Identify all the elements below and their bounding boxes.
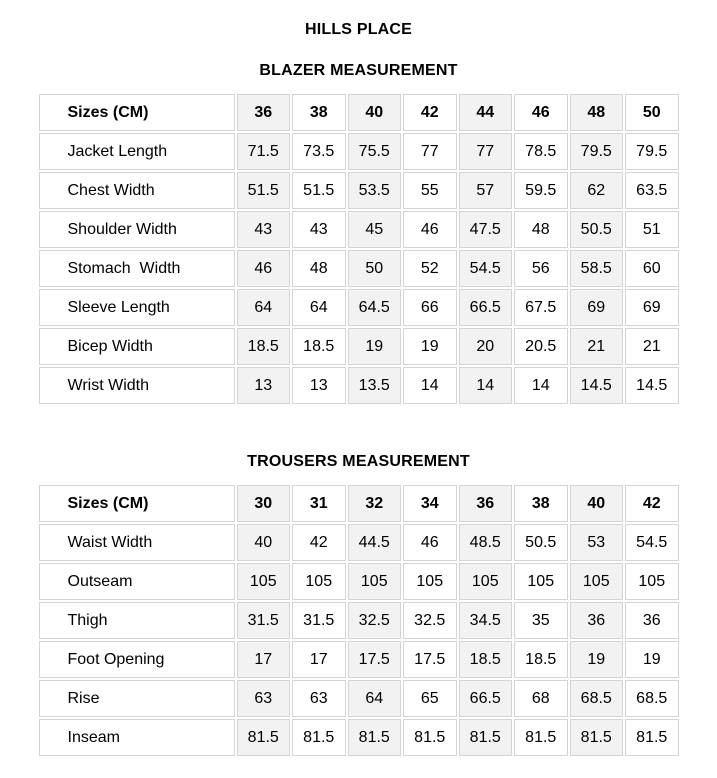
measurement-value: 46 [403,211,457,248]
table-row [39,602,679,639]
size-column-header: 40 [348,94,402,131]
measurement-value: 52 [403,250,457,287]
measurement-value: 36 [570,602,624,639]
measurement-value: 48 [292,250,346,287]
measurement-value: 31.5 [292,602,346,639]
measurement-value: 17.5 [348,641,402,678]
size-column-header: 30 [237,485,291,522]
measurement-value: 75.5 [348,133,402,170]
measurement-label: Foot Opening [39,641,235,678]
measurement-value: 21 [625,328,679,365]
measurement-value: 81.5 [625,719,679,756]
measurement-value: 66.5 [459,289,513,326]
table-row [39,719,679,756]
measurement-value: 20.5 [514,328,568,365]
measurement-value: 18.5 [459,641,513,678]
table-row [39,367,679,404]
measurement-value: 42 [292,524,346,561]
measurement-value: 13.5 [348,367,402,404]
table-row [39,641,679,678]
measurement-value: 46 [237,250,291,287]
table-row [39,211,679,248]
measurement-value: 18.5 [237,328,291,365]
measurement-value: 66.5 [459,680,513,717]
measurement-label: Shoulder Width [39,211,235,248]
measurement-value: 21 [570,328,624,365]
measurement-value: 45 [348,211,402,248]
table-row [39,133,679,170]
measurement-value: 51 [625,211,679,248]
trousers-section-title: TROUSERS MEASUREMENT [247,453,470,470]
measurement-label: Wrist Width [39,367,235,404]
size-column-header: 46 [514,94,568,131]
blazer-section-title: BLAZER MEASUREMENT [259,62,458,79]
measurement-value: 19 [625,641,679,678]
size-column-header: 32 [348,485,402,522]
measurement-value: 18.5 [292,328,346,365]
table-row [39,524,679,561]
measurement-value: 54.5 [459,250,513,287]
measurement-value: 51.5 [292,172,346,209]
measurement-value: 68.5 [625,680,679,717]
measurement-value: 53.5 [348,172,402,209]
measurement-value: 81.5 [459,719,513,756]
measurement-value: 48.5 [459,524,513,561]
size-header-row [39,94,679,131]
measurement-label: Thigh [39,602,235,639]
table-row [39,563,679,600]
measurement-value: 105 [625,563,679,600]
measurement-value: 14 [459,367,513,404]
measurement-value: 105 [514,563,568,600]
measurement-value: 81.5 [403,719,457,756]
sizes-header-cell: Sizes (CM) [39,485,235,522]
measurement-value: 32.5 [403,602,457,639]
table-row [39,289,679,326]
measurement-label: Waist Width [39,524,235,561]
measurement-value: 14 [514,367,568,404]
size-column-header: 42 [625,485,679,522]
measurement-value: 47.5 [459,211,513,248]
measurement-value: 56 [514,250,568,287]
measurement-value: 19 [403,328,457,365]
measurement-label: Outseam [39,563,235,600]
measurement-value: 57 [459,172,513,209]
measurement-label: Bicep Width [39,328,235,365]
size-column-header: 42 [403,94,457,131]
measurement-value: 17.5 [403,641,457,678]
measurement-value: 19 [348,328,402,365]
measurement-value: 58.5 [570,250,624,287]
size-column-header: 36 [459,485,513,522]
measurement-value: 64.5 [348,289,402,326]
size-column-header: 48 [570,94,624,131]
measurement-value: 105 [403,563,457,600]
measurement-value: 50.5 [570,211,624,248]
measurement-value: 105 [292,563,346,600]
measurement-value: 69 [570,289,624,326]
measurement-value: 55 [403,172,457,209]
page-title: HILLS PLACE [304,21,413,38]
measurement-value: 20 [459,328,513,365]
measurement-value: 40 [237,524,291,561]
measurement-value: 44.5 [348,524,402,561]
measurement-value: 64 [348,680,402,717]
sizes-header-cell: Sizes (CM) [39,94,235,131]
measurement-value: 46 [403,524,457,561]
size-column-header: 50 [625,94,679,131]
measurement-value: 32.5 [348,602,402,639]
measurement-value: 64 [237,289,291,326]
measurement-value: 78.5 [514,133,568,170]
measurement-value: 48 [514,211,568,248]
measurement-value: 19 [570,641,624,678]
measurement-value: 17 [237,641,291,678]
table-row [39,328,679,365]
measurement-value: 81.5 [292,719,346,756]
measurement-label: Sleeve Length [39,289,235,326]
measurement-value: 50.5 [514,524,568,561]
size-column-header: 40 [570,485,624,522]
measurement-value: 62 [570,172,624,209]
table-row [39,172,679,209]
blazer-measurement-table [37,92,681,406]
measurement-value: 60 [625,250,679,287]
measurement-label: Rise [39,680,235,717]
measurement-value: 105 [459,563,513,600]
measurement-value: 63 [237,680,291,717]
measurement-label: Inseam [39,719,235,756]
measurement-value: 65 [403,680,457,717]
measurement-value: 13 [237,367,291,404]
size-column-header: 36 [237,94,291,131]
measurement-value: 53 [570,524,624,561]
measurement-value: 18.5 [514,641,568,678]
measurement-label: Chest Width [39,172,235,209]
measurement-value: 81.5 [514,719,568,756]
measurement-value: 17 [292,641,346,678]
measurement-value: 31.5 [237,602,291,639]
measurement-value: 105 [348,563,402,600]
measurement-value: 59.5 [514,172,568,209]
measurement-value: 69 [625,289,679,326]
measurement-label: Stomach Width [39,250,235,287]
measurement-value: 51.5 [237,172,291,209]
measurement-value: 81.5 [348,719,402,756]
measurement-value: 34.5 [459,602,513,639]
measurement-value: 50 [348,250,402,287]
size-column-header: 31 [292,485,346,522]
measurement-value: 14.5 [570,367,624,404]
measurement-value: 35 [514,602,568,639]
size-column-header: 38 [514,485,568,522]
measurement-value: 68 [514,680,568,717]
measurement-value: 81.5 [237,719,291,756]
measurement-value: 64 [292,289,346,326]
size-column-header: 38 [292,94,346,131]
measurement-value: 73.5 [292,133,346,170]
measurement-value: 77 [403,133,457,170]
measurement-value: 66 [403,289,457,326]
table-row [39,680,679,717]
size-column-header: 44 [459,94,513,131]
measurement-value: 14.5 [625,367,679,404]
size-column-header: 34 [403,485,457,522]
size-header-row [39,485,679,522]
measurement-value: 54.5 [625,524,679,561]
measurement-value: 79.5 [570,133,624,170]
measurement-value: 14 [403,367,457,404]
measurement-value: 63 [292,680,346,717]
measurement-value: 77 [459,133,513,170]
measurement-value: 105 [570,563,624,600]
measurement-value: 105 [237,563,291,600]
measurement-value: 71.5 [237,133,291,170]
table-row [39,250,679,287]
trousers-measurement-table [37,483,681,758]
measurement-value: 43 [292,211,346,248]
measurement-value: 81.5 [570,719,624,756]
measurement-value: 63.5 [625,172,679,209]
measurement-value: 13 [292,367,346,404]
measurement-value: 68.5 [570,680,624,717]
measurement-value: 43 [237,211,291,248]
measurement-label: Jacket Length [39,133,235,170]
measurement-value: 79.5 [625,133,679,170]
measurement-value: 67.5 [514,289,568,326]
measurement-value: 36 [625,602,679,639]
